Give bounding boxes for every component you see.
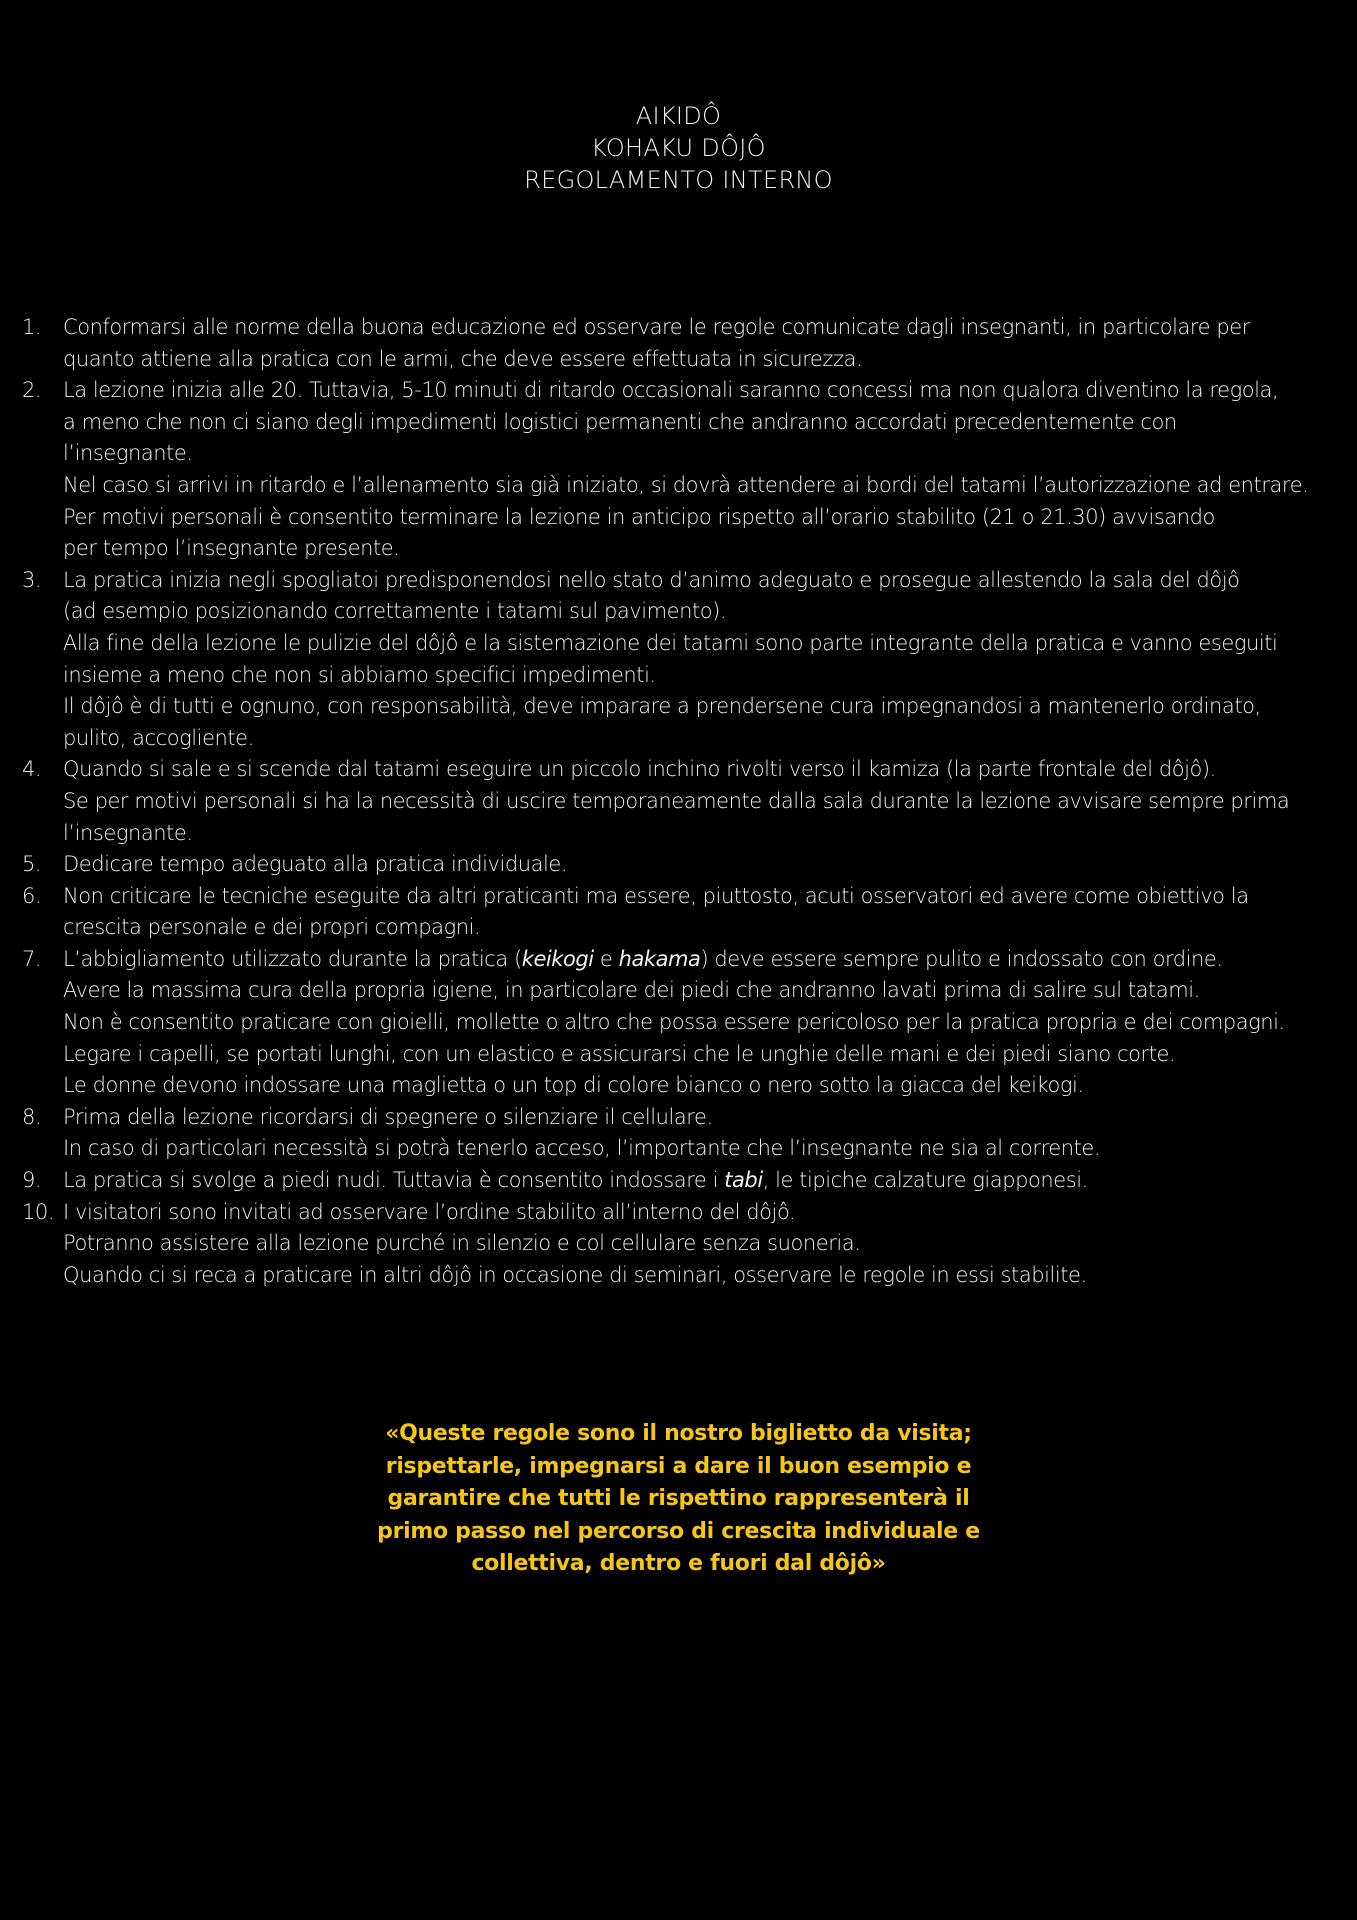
header-dojo-name: KOHAKU DÔJÔ [591, 134, 766, 162]
rule-text: e [593, 946, 619, 971]
rule-line: Non è consentito praticare con gioielli, mollette o altro che possa essere pericoloso per la pratica propria e dei compagni. [63, 1010, 1285, 1035]
quote-line: «Queste regole sono il nostro biglietto da visita; [385, 1421, 972, 1446]
rule-line: crescita personale e dei propri compagni. [63, 915, 481, 940]
rule-number: 6. [22, 883, 42, 908]
quote-line: garantire che tutti le rispettino rappresenterà il [387, 1486, 970, 1511]
header-subtitle: REGOLAMENTO INTERNO [524, 166, 833, 194]
rule-line: quanto attiene alla pratica con le armi, che deve essere effettuata in sicurezza. [63, 346, 863, 371]
rule-line: pulito, accogliente. [63, 725, 254, 750]
closing-quote [0, 1418, 1357, 1581]
rule-line: Potranno assistere alla lezione purché in silenzio e col cellulare senza suoneria. [63, 1231, 861, 1256]
rule-line: Dedicare tempo adeguato alla pratica individuale. [63, 852, 568, 877]
rule-line: l’insegnante. [63, 820, 193, 845]
rule-number: 7. [22, 946, 42, 971]
rule-number: 4. [22, 757, 42, 782]
rule-number: 1. [22, 315, 42, 339]
rule-line: Prima della lezione ricordarsi di spegnere o silenziare il cellulare. [63, 1104, 713, 1129]
rule-number: 9. [22, 1168, 42, 1193]
quote-line: rispettarle, impegnarsi a dare il buon esempio e [385, 1453, 972, 1479]
rule-number: 8. [22, 1104, 42, 1129]
rule-line: Alla fine della lezione le pulizie del dôjô e la sistemazione dei tatami sono parte integrante della pratica e vanno eseguiti [63, 630, 1278, 655]
rule-item [22, 375, 1342, 565]
rule-line: per tempo l’insegnante presente. [63, 536, 400, 561]
quote-line: collettiva, dentro e fuori dal dôjô» [471, 1551, 886, 1576]
rule-item [22, 565, 1342, 755]
rule-item [22, 944, 1342, 1102]
rule-line: insieme a meno che non si abbiamo specifici impedimenti. [63, 662, 656, 687]
rule-item [22, 849, 1342, 881]
rule-item [22, 1165, 1342, 1197]
rule-number: 2. [22, 378, 42, 403]
quote-line: primo passo nel percorso di crescita individuale e [377, 1518, 980, 1544]
rule-line: Legare i capelli, se portati lunghi, con un elastico e assicurarsi che le unghie delle mani e dei piedi siano corte. [63, 1041, 1176, 1066]
rule-line: Quando ci si reca a praticare in altri dôjô in occasione di seminari, osservare le regole in essi stabilite. [63, 1262, 1087, 1287]
rule-line: Per motivi personali è consentito terminare la lezione in anticipo rispetto all’orario stabilito (21 o 21.30) avvisando [63, 504, 1215, 529]
rule-line: In caso di particolari necessità si potrà tenerlo acceso, l’importante che l’insegnante ne sia al corrente. [63, 1136, 1101, 1161]
rule-line: Avere la massima cura della propria igiene, in particolare dei piedi che andranno lavati prima di salire sul tatami. [63, 978, 1200, 1003]
rule-line-with-italics [63, 944, 1342, 976]
rule-line: Quando si sale e si scende dal tatami eseguire un piccolo inchino rivolti verso il kamiza (la parte frontale del dôjô). [63, 757, 1216, 782]
term-hakama: hakama [618, 946, 701, 971]
document-header [0, 100, 1357, 196]
rule-line: Il dôjô è di tutti e ognuno, con responsabilità, deve imparare a prendersene cura impegnandosi a mantenerlo ordinato, [63, 694, 1261, 719]
rule-text: , le tipiche calzature giapponesi. [762, 1168, 1088, 1193]
rule-number: 10. [22, 1199, 55, 1224]
rule-line: Le donne devono indossare una maglietta o un top di colore bianco o nero sotto la giacca del keikogi. [63, 1073, 1084, 1098]
rule-item [22, 1197, 1342, 1292]
rule-line: l’insegnante. [63, 441, 193, 466]
rule-line: Se per motivi personali si ha la necessità di uscire temporaneamente dalla sala durante la lezione avvisare sempre prima [63, 788, 1290, 813]
rule-line: Non criticare le tecniche eseguite da altri praticanti ma essere, piuttosto, acuti osservatori ed avere come obiettivo la [63, 883, 1249, 908]
rule-line: a meno che non ci siano degli impedimenti logistici permanenti che andranno accordati precedentemente con [63, 409, 1177, 434]
rules-list [22, 312, 1342, 1291]
rule-line: Conformarsi alle norme della buona educazione ed osservare le regole comunicate dagli insegnanti, in particolare per [63, 315, 1250, 339]
rule-line: Nel caso si arrivi in ritardo e l’allenamento sia già iniziato, si dovrà attendere ai bordi del tatami l’autorizzazione ad entrare. [63, 472, 1309, 497]
rule-line: (ad esempio posizionando correttamente i tatami sul pavimento). [63, 599, 727, 624]
rule-text: L’abbigliamento utilizzato durante la pratica ( [63, 946, 522, 971]
header-title: AIKIDÔ [635, 102, 722, 130]
rule-item [22, 881, 1342, 944]
rule-line: I visitatori sono invitati ad osservare l’ordine stabilito all’interno del dôjô. [63, 1199, 796, 1224]
rule-line: La lezione inizia alle 20. Tuttavia, 5-10 minuti di ritardo occasionali saranno concessi ma non qualora diventino la regola, [63, 378, 1279, 403]
term-tabi: tabi [724, 1168, 763, 1193]
rule-line-with-italics [63, 1165, 1342, 1197]
rule-number: 5. [22, 852, 42, 877]
rule-number: 3. [22, 567, 42, 592]
rule-item [22, 1102, 1342, 1165]
rule-line: La pratica inizia negli spogliatoi predisponendosi nello stato d’animo adeguato e prosegue allestendo la sala del dôjô [63, 567, 1240, 592]
rule-item [22, 754, 1342, 849]
rule-text: La pratica si svolge a piedi nudi. Tuttavia è consentito indossare i [63, 1168, 725, 1193]
term-keikogi: keikogi [521, 946, 594, 971]
rule-text: ) deve essere sempre pulito e indossato con ordine. [700, 946, 1223, 971]
rule-item [22, 312, 1342, 375]
